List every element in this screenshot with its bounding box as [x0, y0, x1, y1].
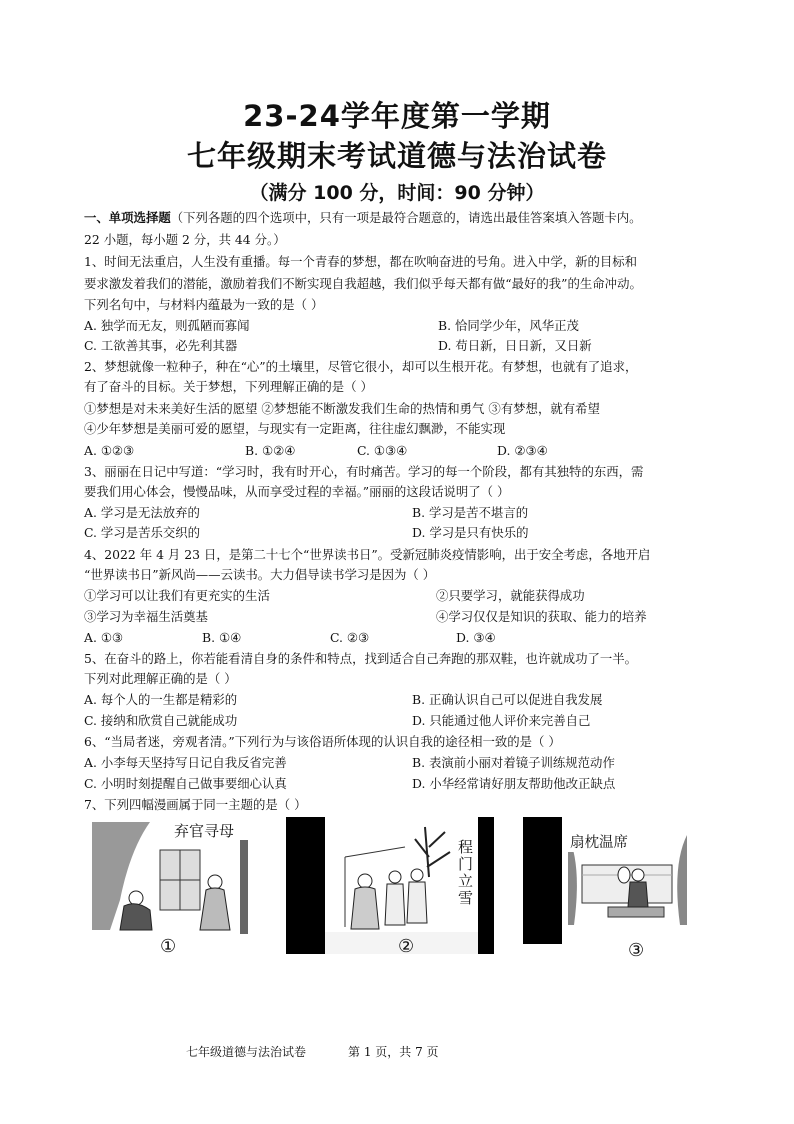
q1-option-c: C. 工欲善其事，必先利其器: [84, 338, 238, 353]
exam-subject-title: 七年级期末考试道德与法治试卷: [186, 139, 607, 173]
q4-statement-1: ①学习可以让我们有更充实的生活: [84, 588, 270, 603]
q3-stem-2: 要我们用心体会，慢慢品味，从而享受过程的幸福。”丽丽的这段话说明了（ ）: [84, 484, 510, 499]
q4-statement-2: ②只要学习，就能获得成功: [436, 588, 585, 603]
q6-option-b: B. 表演前小丽对着镜子训练规范动作: [412, 755, 615, 770]
comic-1-caption: 弃官寻母: [174, 822, 235, 840]
comic-2-drawing: [325, 817, 478, 954]
footer-subject: 七年级道德与法治试卷: [186, 1045, 307, 1059]
comic-3-number: ③: [628, 940, 645, 961]
q5-stem-1: 5、在奋斗的路上，你若能看清自身的条件和特点，找到适合自己奔跑的那双鞋，也许就成功了一半。: [84, 651, 638, 666]
comic-abandon-office-seek-mother: [90, 820, 250, 934]
comic-fan-pillow-warm-mat: [523, 817, 687, 944]
q4-option-a: A. ①③: [84, 630, 124, 645]
q1-option-a: A. 独学而无友，则孤陋而寡闻: [84, 318, 250, 333]
section-title: 一、单项选择题: [84, 210, 171, 225]
q3-option-c: C. 学习是苦乐交织的: [84, 525, 201, 540]
section-heading: [84, 208, 642, 228]
q5-option-b: B. 正确认识自己可以促进自我发展: [412, 692, 603, 707]
q6-option-c: C. 小明时刻提醒自己做事要细心认真: [84, 776, 287, 791]
q1-stem-1: 1、时间无法重启，人生没有重播。每一个青春的梦想，都在吹响奋进的号角。进入中学，新的目标和: [84, 254, 638, 269]
footer-page-number: 第 1 页，共 7 页: [348, 1045, 439, 1059]
exam-meta: （满分 100 分，时间：90 分钟）: [249, 182, 545, 204]
section-instruction: （下列各题的四个选项中，只有一项是最符合题意的，请选出最佳答案填入答题卡内。: [170, 210, 642, 225]
q5-option-c: C. 接纳和欣赏自己就能成功: [84, 713, 238, 728]
q5-option-a: A. 每个人的一生都是精彩的: [84, 692, 238, 707]
q4-statement-3: ③学习为幸福生活奠基: [84, 609, 208, 624]
q6-option-a: A. 小李每天坚持写日记自我反省完善: [84, 755, 287, 770]
q4-option-b: B. ①④: [202, 630, 242, 645]
q2-option-a: A. ①②③: [84, 443, 135, 458]
q2-option-b: B. ①②④: [245, 443, 296, 458]
q2-option-c: C. ①③④: [357, 443, 408, 458]
q5-option-d: D. 只能通过他人评价来完善自己: [412, 713, 591, 728]
comic-3-left-bar: [523, 817, 562, 944]
comic-3-caption: 扇枕温席: [568, 831, 630, 852]
q6-option-d: D. 小华经常请好朋友帮助他改正缺点: [412, 776, 616, 791]
q4-option-c: C. ②③: [330, 630, 370, 645]
comic-2-right-bar: [478, 817, 494, 954]
q4-stem-2: “世界读书日”新风尚——云读书。大力倡导读书学习是因为（ ）: [84, 567, 436, 582]
q1-stem-2: 要求激发着我们的潜能，激励着我们不断实现自我超越，我们似乎每天都有做“最好的我”的生命冲动。: [84, 276, 642, 291]
comic-2-number: ②: [398, 936, 415, 957]
q1-option-d: D. 苟日新，日日新，又日新: [438, 338, 592, 353]
q3-option-d: D. 学习是只有快乐的: [412, 525, 529, 540]
q2-option-d: D. ②③④: [497, 443, 548, 458]
q4-option-d: D. ③④: [456, 630, 496, 645]
q3-option-a: A. 学习是无法放弃的: [84, 505, 200, 520]
q7-stem: 7、下列四幅漫画属于同一主题的是（ ）: [84, 797, 307, 812]
q4-stem-1: 4、2022 年 4 月 23 日，是第二十七个“世界读书日”。受新冠肺炎疫情影响，出于安全考虑，各地开启: [84, 547, 651, 562]
q6-stem: 6、“当局者迷，旁观者清。”下列行为与该俗语所体现的认识自我的途径相一致的是（ ）: [84, 734, 561, 749]
q2-stem-1: 2、梦想就像一粒种子，种在“心”的土壤里，尽管它很小，却可以生根开花。有梦想，也就有了追求，: [84, 359, 638, 374]
q1-stem-3: 下列名句中，与材料内蕴最为一致的是（ ）: [84, 297, 324, 312]
comic-2-caption: 程门立雪: [458, 838, 474, 907]
comic-1-number: ①: [160, 936, 177, 957]
q3-stem-1: 3、丽丽在日记中写道：“学习时，我有时开心，有时痛苦。学习的每一个阶段，都有其独特的东西，需: [84, 464, 644, 479]
q4-statement-4: ④学习仅仅是知识的获取、能力的培养: [436, 609, 647, 624]
exam-term-title: 23-24学年度第一学期: [243, 99, 551, 133]
section-instruction-2: 22 小题，每小题 2 分，共 44 分。）: [84, 232, 286, 247]
q1-option-b: B. 恰同学少年，风华正茂: [438, 318, 579, 333]
q2-statements-1: ①梦想是对未来美好生活的愿望 ②梦想能不断激发我们生命的热情和勇气 ③有梦想，就有希望: [84, 401, 600, 416]
q2-stem-2: 有了奋斗的目标。关于梦想，下列理解正确的是（ ）: [84, 379, 373, 394]
q2-statements-2: ④少年梦想是美丽可爱的愿望，与现实有一定距离，往往虚幻飘渺，不能实现: [84, 421, 506, 436]
q3-option-b: B. 学习是苦不堪言的: [412, 505, 529, 520]
q5-stem-2: 下列对此理解正确的是（ ）: [84, 671, 237, 686]
comic-2-left-bar: [286, 817, 325, 954]
comic-chengmen-standing-in-snow: [286, 817, 494, 954]
